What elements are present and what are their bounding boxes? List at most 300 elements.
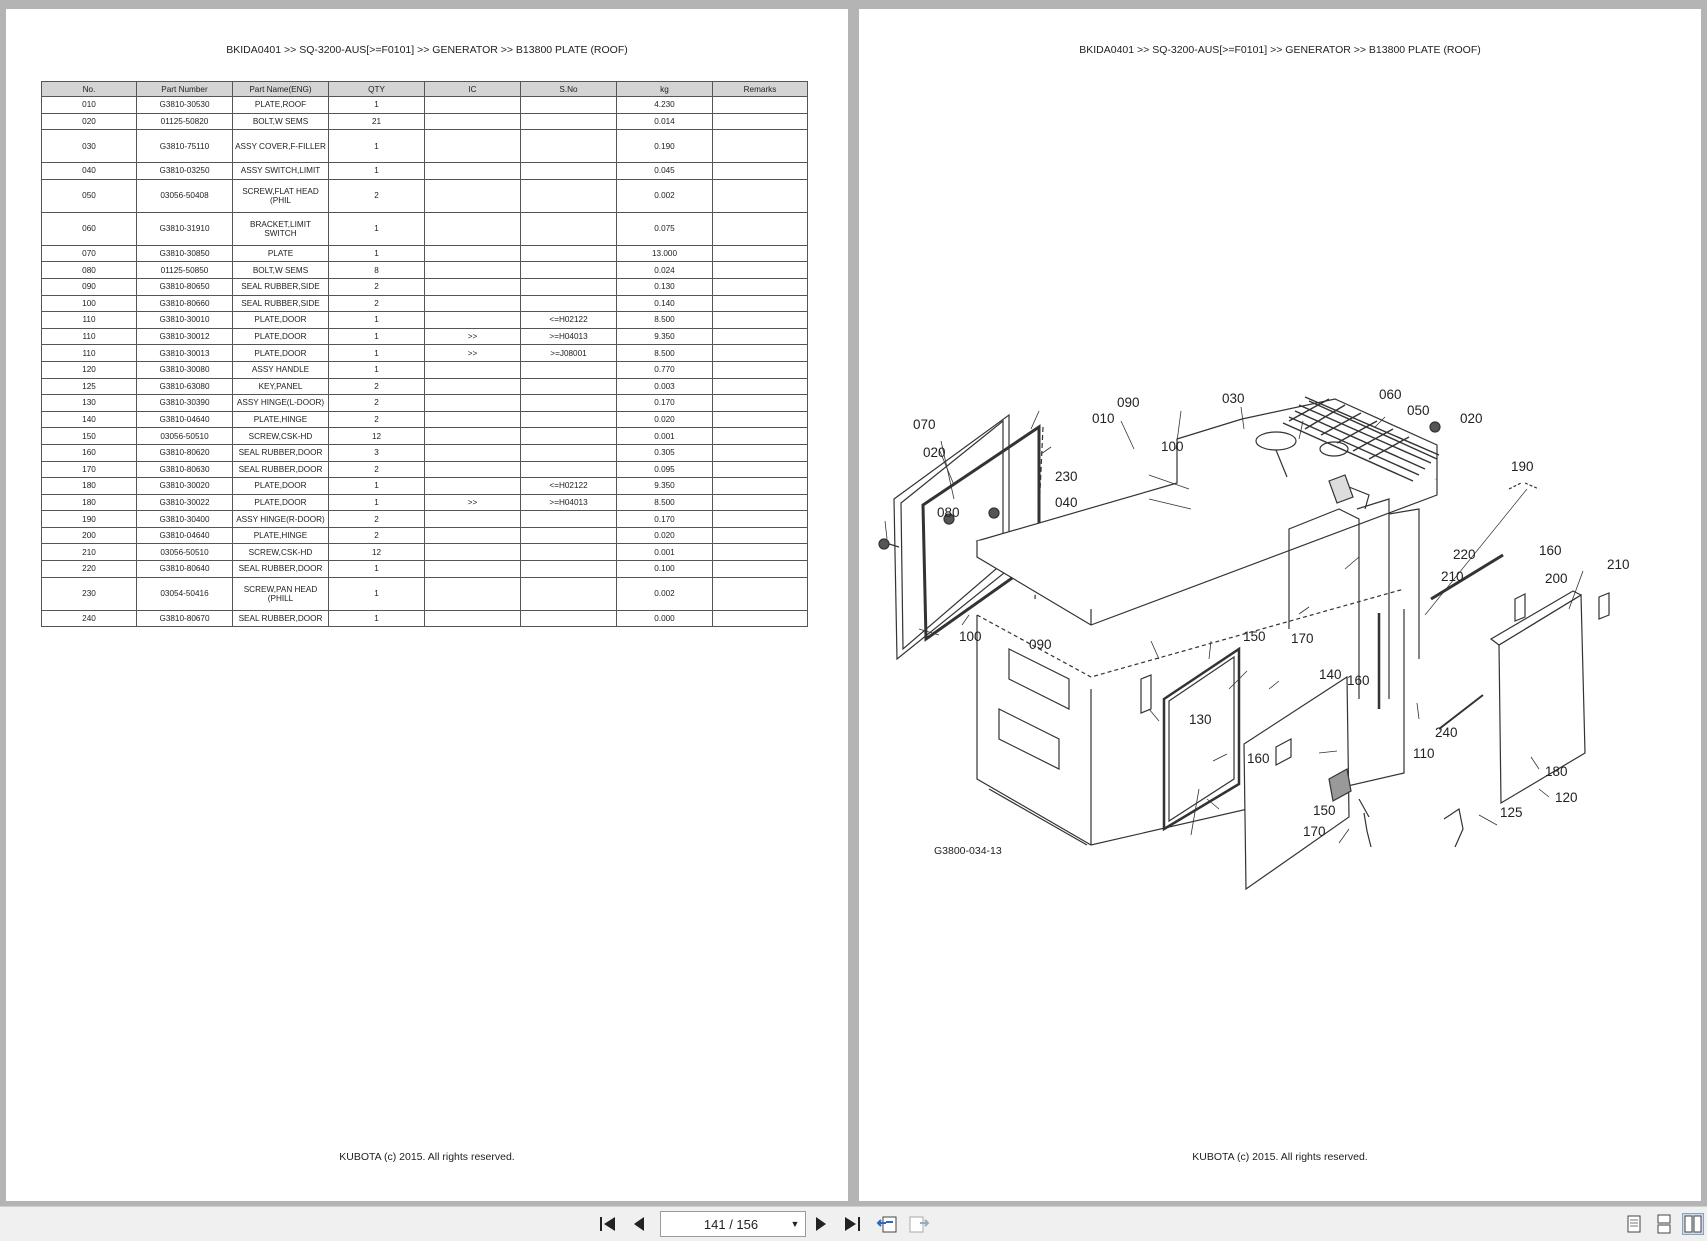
cell-qty: 12 <box>329 428 425 445</box>
cell-qty: 1 <box>329 328 425 345</box>
cell-sno: >=H04013 <box>521 328 617 345</box>
back-view-icon[interactable] <box>876 1213 898 1235</box>
cell-no: 010 <box>42 97 137 114</box>
cell-ic <box>425 527 521 544</box>
cell-no: 050 <box>42 179 137 212</box>
cell-part: G3810-30850 <box>137 245 233 262</box>
cell-remarks <box>713 444 808 461</box>
cell-kg: 8.500 <box>617 312 713 329</box>
callout-label: 200 <box>1545 571 1568 586</box>
cell-ic <box>425 245 521 262</box>
cell-part: 03054-50416 <box>137 577 233 610</box>
cell-remarks <box>713 345 808 362</box>
callout-label: 080 <box>937 505 960 520</box>
cell-sno: <=H02122 <box>521 478 617 495</box>
cell-name: SEAL RUBBER,DOOR <box>233 444 329 461</box>
cell-part: G3810-80670 <box>137 610 233 627</box>
cell-name: PLATE,HINGE <box>233 411 329 428</box>
cell-sno <box>521 395 617 412</box>
cell-kg: 0.100 <box>617 561 713 578</box>
column-header: QTY <box>329 82 425 97</box>
cell-name: SCREW,PAN HEAD (PHILL <box>233 577 329 610</box>
cell-ic <box>425 163 521 180</box>
table-row <box>42 411 808 428</box>
cell-ic <box>425 461 521 478</box>
cell-name: PLATE <box>233 245 329 262</box>
table-row <box>42 428 808 445</box>
cell-part: G3810-80640 <box>137 561 233 578</box>
table-row <box>42 494 808 511</box>
cell-sno <box>521 179 617 212</box>
cell-remarks <box>713 527 808 544</box>
cell-qty: 1 <box>329 561 425 578</box>
cell-kg: 0.045 <box>617 163 713 180</box>
cell-part: G3810-30013 <box>137 345 233 362</box>
cell-name: PLATE,DOOR <box>233 328 329 345</box>
cell-sno <box>521 511 617 528</box>
cell-sno <box>521 411 617 428</box>
cell-part: G3810-30020 <box>137 478 233 495</box>
callout-label: 020 <box>923 445 946 460</box>
diagram-code: G3800-034-13 <box>934 845 1002 857</box>
cell-name: BOLT,W SEMS <box>233 113 329 130</box>
callout-label: 125 <box>1500 805 1523 820</box>
cell-sno <box>521 361 617 378</box>
table-row <box>42 478 808 495</box>
cell-part: G3810-80650 <box>137 278 233 295</box>
cell-remarks <box>713 411 808 428</box>
cell-no: 110 <box>42 312 137 329</box>
cell-kg: 0.000 <box>617 610 713 627</box>
cell-ic <box>425 278 521 295</box>
chevron-down-icon[interactable]: ▼ <box>790 1219 800 1229</box>
cell-sno <box>521 295 617 312</box>
cell-qty: 2 <box>329 179 425 212</box>
cell-no: 240 <box>42 610 137 627</box>
cell-qty: 1 <box>329 97 425 114</box>
cell-sno <box>521 461 617 478</box>
callout-label: 020 <box>1460 411 1483 426</box>
cell-remarks <box>713 130 808 163</box>
cell-kg: 0.020 <box>617 527 713 544</box>
callout-label: 240 <box>1435 725 1458 740</box>
cell-name: SCREW,CSK-HD <box>233 428 329 445</box>
cell-qty: 1 <box>329 312 425 329</box>
table-body <box>42 97 808 627</box>
cell-part: 03056-50510 <box>137 544 233 561</box>
callout-label: 160 <box>1247 751 1270 766</box>
table-row <box>42 378 808 395</box>
cell-sno <box>521 278 617 295</box>
table-row <box>42 262 808 279</box>
cell-sno <box>521 544 617 561</box>
cell-part: G3810-30400 <box>137 511 233 528</box>
next-page-icon[interactable] <box>810 1213 832 1235</box>
cell-sno <box>521 245 617 262</box>
cell-remarks <box>713 179 808 212</box>
cell-qty: 2 <box>329 461 425 478</box>
cell-kg: 0.170 <box>617 511 713 528</box>
cell-part: 01125-50850 <box>137 262 233 279</box>
cell-ic <box>425 544 521 561</box>
page-footer: KUBOTA (c) 2015. All rights reserved. <box>339 1151 515 1163</box>
callout-label: 230 <box>1055 469 1078 484</box>
cell-sno <box>521 610 617 627</box>
cell-sno <box>521 113 617 130</box>
cell-sno <box>521 130 617 163</box>
cell-name: PLATE,HINGE <box>233 527 329 544</box>
cell-part: G3810-30390 <box>137 395 233 412</box>
cell-ic: >> <box>425 494 521 511</box>
page-left <box>6 9 848 1201</box>
cell-qty: 2 <box>329 511 425 528</box>
column-header: Part Name(ENG) <box>233 82 329 97</box>
callout-label: 190 <box>1511 459 1534 474</box>
cell-ic <box>425 179 521 212</box>
cell-qty: 1 <box>329 577 425 610</box>
two-page-icon[interactable] <box>1682 1213 1704 1235</box>
cell-kg: 0.002 <box>617 179 713 212</box>
page-right <box>859 9 1701 1201</box>
cell-qty: 3 <box>329 444 425 461</box>
cell-part: G3810-80620 <box>137 444 233 461</box>
cell-no: 120 <box>42 361 137 378</box>
cell-part: G3810-30012 <box>137 328 233 345</box>
cell-qty: 21 <box>329 113 425 130</box>
table-row <box>42 328 808 345</box>
page-number-input[interactable] <box>660 1211 806 1237</box>
cell-ic <box>425 262 521 279</box>
first-page-icon[interactable] <box>597 1213 619 1235</box>
callout-label: 220 <box>1453 547 1476 562</box>
cell-ic <box>425 312 521 329</box>
callout-label: 160 <box>1347 673 1370 688</box>
cell-name: ASSY HINGE(L-DOOR) <box>233 395 329 412</box>
cell-name: SCREW,CSK-HD <box>233 544 329 561</box>
callout-label: 010 <box>1092 411 1115 426</box>
cell-kg: 0.170 <box>617 395 713 412</box>
single-page-icon[interactable] <box>1623 1213 1645 1235</box>
cell-part: 03056-50408 <box>137 179 233 212</box>
cell-kg: 0.130 <box>617 278 713 295</box>
cell-no: 125 <box>42 378 137 395</box>
cell-no: 110 <box>42 328 137 345</box>
cell-ic <box>425 97 521 114</box>
column-header: IC <box>425 82 521 97</box>
table-row <box>42 395 808 412</box>
cell-no: 170 <box>42 461 137 478</box>
cell-kg: 0.003 <box>617 378 713 395</box>
cell-qty: 2 <box>329 378 425 395</box>
callout-label: 210 <box>1607 557 1630 572</box>
cell-part: G3810-30530 <box>137 97 233 114</box>
cell-sno <box>521 444 617 461</box>
cell-remarks <box>713 461 808 478</box>
callout-label: 050 <box>1407 403 1430 418</box>
cell-ic <box>425 428 521 445</box>
table-row <box>42 130 808 163</box>
callout-label: 100 <box>1161 439 1184 454</box>
cell-qty: 12 <box>329 544 425 561</box>
viewer-toolbar <box>0 1206 1707 1241</box>
table-row <box>42 461 808 478</box>
cell-remarks <box>713 494 808 511</box>
callout-label: 180 <box>1545 764 1568 779</box>
cell-name: SCREW,FLAT HEAD (PHIL <box>233 179 329 212</box>
cell-kg: 13.000 <box>617 245 713 262</box>
cell-part: G3810-30080 <box>137 361 233 378</box>
cell-kg: 8.500 <box>617 494 713 511</box>
cell-part: G3810-80660 <box>137 295 233 312</box>
cell-kg: 0.095 <box>617 461 713 478</box>
table-row <box>42 561 808 578</box>
table-row <box>42 212 808 245</box>
cell-name: SEAL RUBBER,DOOR <box>233 461 329 478</box>
cell-qty: 1 <box>329 130 425 163</box>
column-header: Part Number <box>137 82 233 97</box>
cell-qty: 2 <box>329 278 425 295</box>
cell-remarks <box>713 328 808 345</box>
cell-remarks <box>713 544 808 561</box>
cell-remarks <box>713 561 808 578</box>
cell-ic <box>425 444 521 461</box>
cell-no: 230 <box>42 577 137 610</box>
cell-ic: >> <box>425 345 521 362</box>
cell-sno <box>521 577 617 610</box>
cell-ic <box>425 610 521 627</box>
cell-qty: 1 <box>329 361 425 378</box>
callout-label: 110 <box>1413 746 1435 761</box>
page-footer: KUBOTA (c) 2015. All rights reserved. <box>1192 1151 1368 1163</box>
cell-part: G3810-04640 <box>137 411 233 428</box>
cell-name: ASSY SWITCH,LIMIT <box>233 163 329 180</box>
cell-no: 130 <box>42 395 137 412</box>
cell-kg: 0.001 <box>617 544 713 561</box>
cell-ic <box>425 378 521 395</box>
cell-no: 030 <box>42 130 137 163</box>
column-header: No. <box>42 82 137 97</box>
cell-ic <box>425 130 521 163</box>
cell-name: PLATE,DOOR <box>233 478 329 495</box>
table-row <box>42 245 808 262</box>
page-breadcrumb: BKIDA0401 >> SQ-3200-AUS[>=F0101] >> GENERATOR >> B13800 PLATE (ROOF) <box>226 44 628 56</box>
cell-name: BOLT,W SEMS <box>233 262 329 279</box>
page-breadcrumb: BKIDA0401 >> SQ-3200-AUS[>=F0101] >> GENERATOR >> B13800 PLATE (ROOF) <box>1079 44 1481 56</box>
cell-name: PLATE,DOOR <box>233 494 329 511</box>
table-row <box>42 345 808 362</box>
table-row <box>42 179 808 212</box>
table-row <box>42 163 808 180</box>
cell-qty: 1 <box>329 245 425 262</box>
cell-ic <box>425 478 521 495</box>
cell-remarks <box>713 262 808 279</box>
cell-kg: 0.002 <box>617 577 713 610</box>
column-header: Remarks <box>713 82 808 97</box>
callout-label: 030 <box>1222 391 1245 406</box>
cell-remarks <box>713 511 808 528</box>
cell-ic <box>425 212 521 245</box>
cell-sno <box>521 428 617 445</box>
cell-name: ASSY COVER,F-FILLER <box>233 130 329 163</box>
cell-name: KEY,PANEL <box>233 378 329 395</box>
prev-page-icon[interactable] <box>628 1213 650 1235</box>
cell-no: 220 <box>42 561 137 578</box>
cell-no: 020 <box>42 113 137 130</box>
cell-no: 110 <box>42 345 137 362</box>
cell-no: 100 <box>42 295 137 312</box>
cell-name: SEAL RUBBER,DOOR <box>233 561 329 578</box>
callout-label: 040 <box>1055 495 1078 510</box>
cell-kg: 0.075 <box>617 212 713 245</box>
cell-qty: 1 <box>329 610 425 627</box>
cell-remarks <box>713 610 808 627</box>
callout-label: 210 <box>1441 569 1464 584</box>
cell-qty: 1 <box>329 494 425 511</box>
parts-table <box>41 81 808 627</box>
table-row <box>42 113 808 130</box>
table-row <box>42 527 808 544</box>
callout-label: 090 <box>1117 395 1140 410</box>
callout-label: 090 <box>1029 637 1052 652</box>
cell-qty: 8 <box>329 262 425 279</box>
cell-no: 080 <box>42 262 137 279</box>
cell-kg: 0.020 <box>617 411 713 428</box>
cell-name: ASSY HANDLE <box>233 361 329 378</box>
cell-qty: 2 <box>329 411 425 428</box>
cell-qty: 2 <box>329 295 425 312</box>
cell-remarks <box>713 97 808 114</box>
cell-kg: 0.024 <box>617 262 713 279</box>
cell-name: PLATE,DOOR <box>233 312 329 329</box>
cell-sno: <=H02122 <box>521 312 617 329</box>
cell-remarks <box>713 113 808 130</box>
cell-part: G3810-75110 <box>137 130 233 163</box>
cell-name: BRACKET,LIMIT SWITCH <box>233 212 329 245</box>
cell-name: SEAL RUBBER,SIDE <box>233 295 329 312</box>
cell-remarks <box>713 428 808 445</box>
cell-kg: 0.140 <box>617 295 713 312</box>
continuous-page-icon[interactable] <box>1653 1213 1675 1235</box>
cell-ic <box>425 361 521 378</box>
cell-kg: 8.500 <box>617 345 713 362</box>
cell-no: 190 <box>42 511 137 528</box>
table-header-row <box>42 82 808 97</box>
callout-label: 170 <box>1291 631 1314 646</box>
cell-remarks <box>713 378 808 395</box>
table-row <box>42 312 808 329</box>
cell-no: 180 <box>42 478 137 495</box>
callout-label: 170 <box>1303 824 1326 839</box>
cell-kg: 0.001 <box>617 428 713 445</box>
cell-kg: 4.230 <box>617 97 713 114</box>
cell-kg: 0.770 <box>617 361 713 378</box>
cell-sno <box>521 262 617 279</box>
cell-remarks <box>713 361 808 378</box>
callout-label: 060 <box>1379 387 1402 402</box>
cell-sno <box>521 378 617 395</box>
cell-kg: 0.190 <box>617 130 713 163</box>
cell-ic <box>425 411 521 428</box>
callout-label: 140 <box>1319 667 1342 682</box>
cell-no: 090 <box>42 278 137 295</box>
cell-remarks <box>713 295 808 312</box>
forward-view-icon[interactable] <box>908 1213 930 1235</box>
cell-no: 150 <box>42 428 137 445</box>
cell-ic <box>425 561 521 578</box>
table-row <box>42 278 808 295</box>
cell-remarks <box>713 163 808 180</box>
cell-part: G3810-03250 <box>137 163 233 180</box>
cell-part: G3810-80630 <box>137 461 233 478</box>
cell-no: 070 <box>42 245 137 262</box>
cell-no: 180 <box>42 494 137 511</box>
callout-label: 120 <box>1555 790 1578 805</box>
cell-part: G3810-30022 <box>137 494 233 511</box>
cell-remarks <box>713 212 808 245</box>
cell-part: G3810-31910 <box>137 212 233 245</box>
cell-sno <box>521 163 617 180</box>
cell-name: PLATE,DOOR <box>233 345 329 362</box>
cell-kg: 9.350 <box>617 478 713 495</box>
cell-qty: 2 <box>329 527 425 544</box>
cell-no: 040 <box>42 163 137 180</box>
cell-remarks <box>713 245 808 262</box>
cell-qty: 1 <box>329 163 425 180</box>
table-row <box>42 444 808 461</box>
cell-remarks <box>713 395 808 412</box>
cell-kg: 0.014 <box>617 113 713 130</box>
page-indicator: 141 / 156 <box>703 1216 759 1232</box>
cell-no: 060 <box>42 212 137 245</box>
callout-label: 150 <box>1243 629 1266 644</box>
cell-sno: >=H04013 <box>521 494 617 511</box>
cell-ic: >> <box>425 328 521 345</box>
column-header: S.No <box>521 82 617 97</box>
cell-sno <box>521 97 617 114</box>
cell-no: 210 <box>42 544 137 561</box>
cell-name: ASSY HINGE(R-DOOR) <box>233 511 329 528</box>
cell-part: G3810-63080 <box>137 378 233 395</box>
cell-sno: >=J08001 <box>521 345 617 362</box>
callout-label: 150 <box>1313 803 1336 818</box>
exploded-parts-diagram <box>859 9 1701 1201</box>
cell-remarks <box>713 478 808 495</box>
callout-label: 100 <box>959 629 982 644</box>
cell-part: 03056-50510 <box>137 428 233 445</box>
cell-part: G3810-30010 <box>137 312 233 329</box>
cell-no: 140 <box>42 411 137 428</box>
callout-label: 160 <box>1539 543 1562 558</box>
cell-ic <box>425 511 521 528</box>
table-row <box>42 511 808 528</box>
table-row <box>42 577 808 610</box>
cell-remarks <box>713 278 808 295</box>
callout-label: 070 <box>913 417 936 432</box>
cell-remarks <box>713 312 808 329</box>
last-page-icon[interactable] <box>841 1213 863 1235</box>
cell-name: SEAL RUBBER,SIDE <box>233 278 329 295</box>
cell-part: 01125-50820 <box>137 113 233 130</box>
cell-qty: 1 <box>329 345 425 362</box>
cell-no: 200 <box>42 527 137 544</box>
cell-sno <box>521 527 617 544</box>
cell-part: G3810-04640 <box>137 527 233 544</box>
table-row <box>42 544 808 561</box>
table-row <box>42 610 808 627</box>
cell-qty: 1 <box>329 212 425 245</box>
cell-qty: 2 <box>329 395 425 412</box>
cell-ic <box>425 113 521 130</box>
